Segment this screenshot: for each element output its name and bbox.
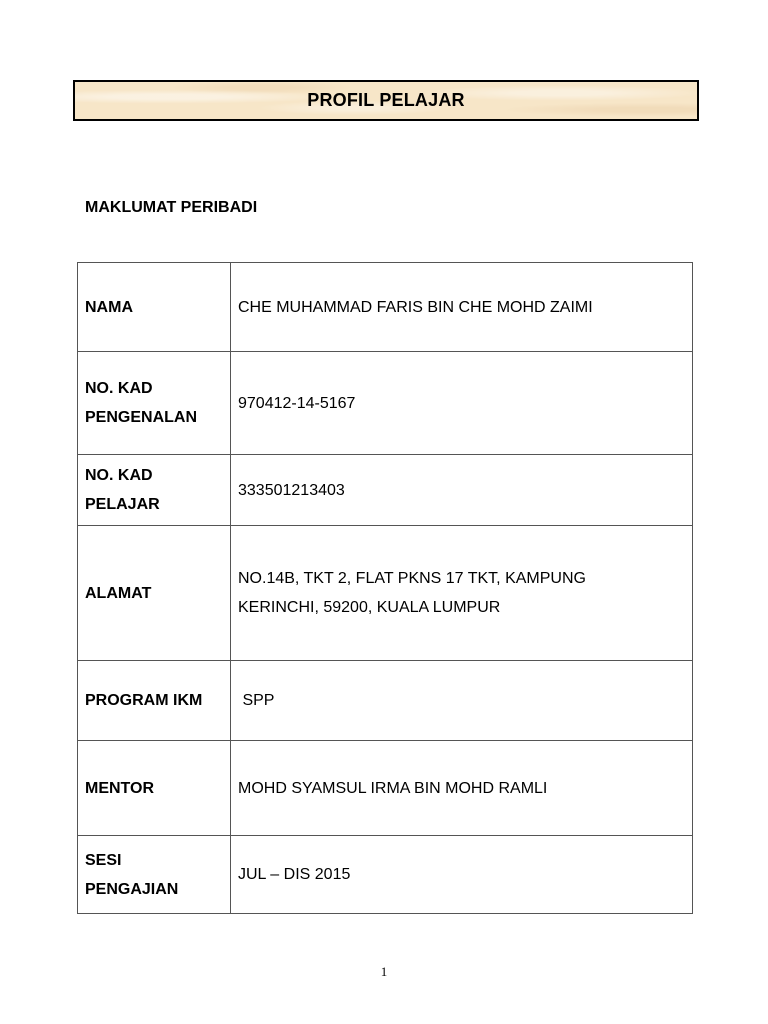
page-number: 1: [380, 964, 388, 979]
row-label: [78, 455, 231, 526]
label-line: PELAJAR: [85, 496, 160, 513]
row-value: [231, 661, 693, 741]
table-row-program-ikm: [78, 661, 693, 741]
section-heading: MAKLUMAT PERIBADI: [85, 199, 258, 216]
table-row-no-kad-pengenalan: [78, 352, 693, 455]
label-line: PROGRAM IKM: [85, 692, 203, 709]
value-line: 333501213403: [238, 481, 345, 499]
row-value: [231, 455, 693, 526]
row-label: [78, 836, 231, 914]
label-line: NO. KAD: [85, 380, 153, 397]
value-line: JUL – DIS 2015: [238, 866, 351, 883]
row-label: [78, 741, 231, 836]
table-row-mentor: [78, 741, 693, 836]
label-line: PENGAJIAN: [85, 880, 179, 898]
row-value: [231, 263, 693, 352]
row-label: [78, 263, 231, 352]
table-row-alamat: [78, 526, 693, 661]
label-line: NAMA: [85, 298, 133, 316]
label-line: NO. KAD: [85, 467, 153, 484]
table-row-sesi-pengajian: [78, 836, 693, 914]
value-line: 970412-14-5167: [238, 394, 356, 412]
row-value: [231, 741, 693, 836]
label-line: PENGENALAN: [85, 409, 198, 426]
row-value: [231, 352, 693, 455]
label-line: SESI: [85, 851, 122, 869]
page-title: PROFIL PELAJAR: [307, 90, 465, 110]
value-line: SPP: [238, 692, 275, 709]
row-label: [78, 526, 231, 661]
profile-table: [77, 262, 693, 914]
title-box: [73, 80, 699, 121]
value-line: CHE MUHAMMAD FARIS BIN CHE MOHD ZAIMI: [238, 298, 593, 316]
row-label: [78, 352, 231, 455]
table-row-no-kad-pelajar: [78, 455, 693, 526]
row-value: [231, 836, 693, 914]
value-line: NO.14B, TKT 2, FLAT PKNS 17 TKT, KAMPUNG: [238, 570, 586, 587]
row-value: [231, 526, 693, 661]
table-row-nama: [78, 263, 693, 352]
value-line: MOHD SYAMSUL IRMA BIN MOHD RAMLI: [238, 779, 548, 797]
row-label: [78, 661, 231, 741]
label-line: MENTOR: [85, 779, 155, 797]
label-line: ALAMAT: [85, 584, 152, 602]
value-line: KERINCHI, 59200, KUALA LUMPUR: [238, 599, 501, 616]
